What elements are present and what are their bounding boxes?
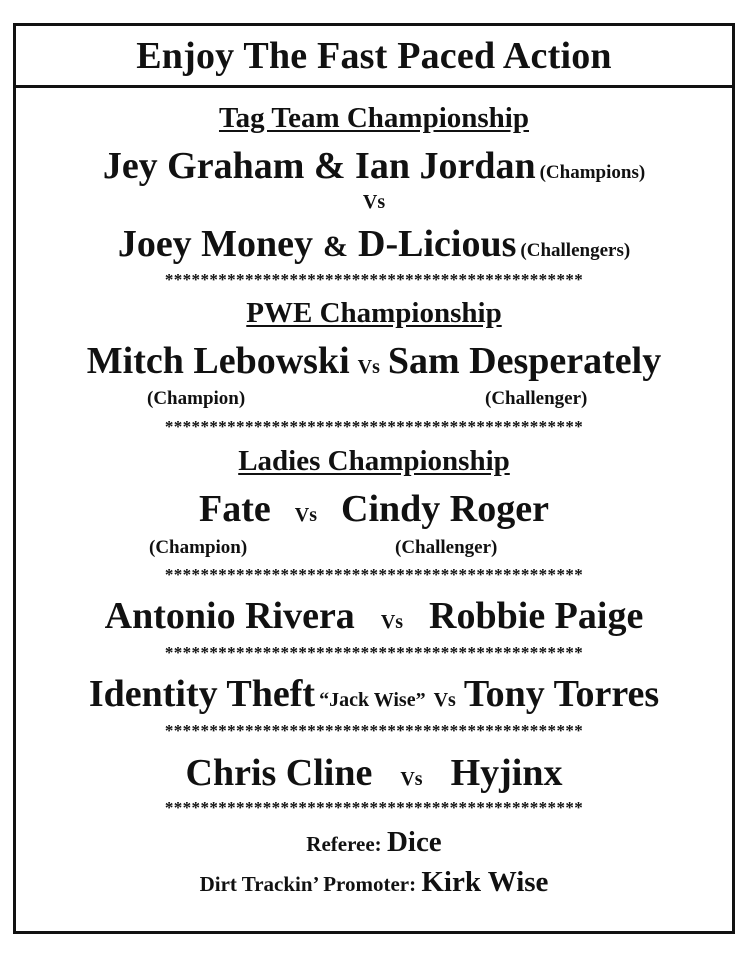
ladies-challenger: Cindy Roger	[341, 488, 549, 530]
pwe-match	[16, 339, 732, 383]
divider-stars-6: ***********************************************	[164, 798, 584, 817]
match4-vs: Vs	[380, 611, 404, 633]
ladies-champion-role: (Champion)	[149, 537, 248, 558]
pwe-vs: Vs	[357, 356, 380, 378]
pwe-champion-role: (Champion)	[147, 388, 246, 409]
divider-stars-4: ***********************************************	[164, 643, 584, 662]
pwe-title: PWE Championship	[246, 297, 502, 329]
ladies-match	[16, 487, 732, 531]
match6-left: Chris Cline	[185, 752, 373, 794]
ladies-title: Ladies Championship	[238, 445, 510, 477]
promoter-name: Kirk Wise	[421, 866, 549, 898]
referee-label: Referee:	[306, 832, 382, 856]
tag-team-match-line2	[16, 222, 732, 266]
tag-team-champions-role: (Champions)	[539, 162, 646, 183]
match4-right: Robbie Paige	[429, 595, 644, 637]
match5-alias: “Jack Wise”	[319, 689, 426, 711]
tag-team-challengers-role: (Challengers)	[520, 240, 631, 261]
divider-stars-3: ***********************************************	[164, 565, 584, 584]
tag-team-challenger-a: Joey Money	[117, 223, 314, 265]
poster-frame	[13, 23, 735, 934]
ladies-champion: Fate	[199, 488, 271, 530]
poster-title: Enjoy The Fast Paced Action	[136, 34, 612, 77]
pwe-challenger: Sam Desperately	[387, 340, 662, 382]
tag-team-challenger-b: D-Licious	[358, 223, 517, 265]
divider-stars-1: ***********************************************	[164, 270, 584, 289]
tag-team-match-line1	[16, 144, 732, 188]
match5-right: Tony Torres	[463, 673, 660, 715]
promoter-label: Dirt Trackin’ Promoter:	[199, 872, 417, 896]
match5	[16, 672, 732, 716]
pwe-champion: Mitch Lebowski	[86, 340, 350, 382]
match6-right: Hyjinx	[450, 752, 563, 794]
match4	[16, 594, 732, 638]
match4-left: Antonio Rivera	[104, 595, 355, 637]
ladies-vs: Vs	[294, 504, 317, 526]
promoter-line	[16, 866, 732, 899]
match5-left: Identity Theft	[88, 673, 316, 715]
match6-vs: Vs	[400, 768, 423, 790]
referee-name: Dice	[386, 826, 442, 858]
divider-stars-5: ***********************************************	[164, 721, 584, 740]
ladies-challenger-role: (Challenger)	[395, 537, 498, 558]
tag-team-title: Tag Team Championship	[218, 102, 529, 134]
match5-vs: Vs	[433, 689, 456, 711]
divider-stars-2: ***********************************************	[164, 417, 584, 436]
poster-header	[16, 26, 732, 88]
tag-team-vs: Vs	[362, 191, 386, 213]
match6	[16, 751, 732, 795]
referee-line	[16, 826, 732, 859]
pwe-challenger-role: (Challenger)	[485, 388, 588, 409]
tag-team-ampersand: &	[323, 230, 349, 263]
tag-team-champions: Jey Graham & Ian Jordan	[102, 145, 536, 187]
